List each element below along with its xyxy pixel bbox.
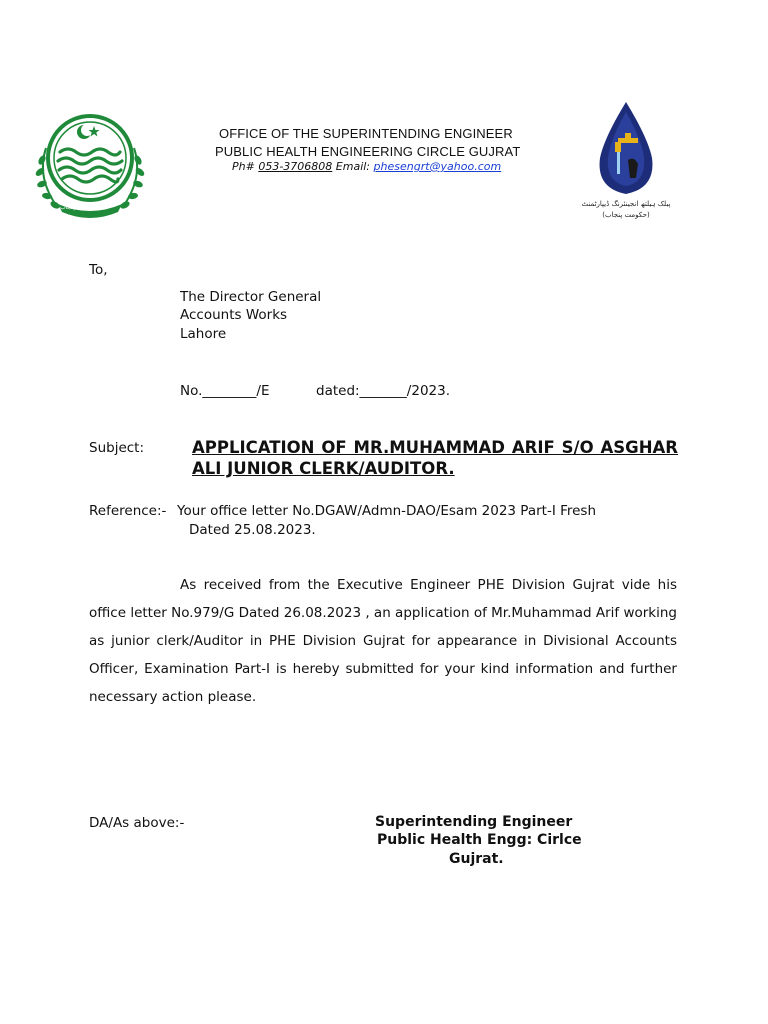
body-paragraph (89, 571, 677, 711)
reference-line2: Dated 25.08.2023. (189, 522, 316, 538)
phone-number: 053-3706808 (258, 160, 333, 173)
body-line2: office letter No.979/G Dated 26.08.2023 , an application of Mr.Muhammad Arif working (89, 605, 677, 621)
signature-line3: Gujrat. (449, 851, 504, 867)
body-line3: as junior clerk/Auditor in PHE Division Gujrat for appearance in Divisional Accounts (89, 633, 677, 649)
recipient-line2: Accounts Works (180, 307, 288, 323)
da-label: DA/As above:- (89, 815, 185, 831)
reference-label: Reference:- (89, 503, 167, 519)
recipient-line1: The Director General (180, 289, 322, 305)
office-title-line2: PUBLIC HEALTH ENGINEERING CIRCLE GUJRAT (215, 144, 521, 159)
body-line1: As received from the Executive Engineer PHE Division Gujrat vide his (180, 577, 677, 593)
phed-logo-caption-1: پبلک ہیلتھ انجینئرنگ ڈیپارٹمنٹ (581, 200, 671, 208)
phed-logo-caption-2: (حکومت پنجاب) (602, 211, 650, 219)
letter-number: No.________/E (180, 383, 270, 399)
subject-title (192, 437, 678, 479)
contact-line (232, 160, 501, 173)
email-link[interactable]: phesengrt@yahoo.com (373, 160, 502, 173)
office-title-line1: OFFICE OF THE SUPERINTENDING ENGINEER (219, 126, 513, 141)
body-line4: Officer, Examination Part-I is hereby submitted for your kind information and further (89, 661, 677, 677)
subject-title-line1: APPLICATION OF MR.MUHAMMAD ARIF S/O ASGHAR (192, 438, 678, 457)
punjab-logo-caption: حکومت پنجاب (60, 204, 96, 211)
recipient-line3: Lahore (180, 326, 227, 342)
subject-label: Subject: (89, 440, 145, 456)
phed-logo (568, 98, 684, 224)
phone-prefix: Ph# (232, 160, 259, 173)
letter-date: dated:_______/2023. (316, 383, 451, 399)
reference-line1: Your office letter No.DGAW/Admn-DAO/Esam 2023 Part-I Fresh (177, 503, 597, 519)
signature-line1: Superintending Engineer (375, 814, 573, 830)
subject-title-line2: ALI JUNIOR CLERK/AUDITOR. (192, 459, 455, 478)
email-prefix: Email: (332, 160, 374, 173)
signature-line2: Public Health Engg: Cirlce (377, 832, 582, 848)
to-label: To, (89, 262, 108, 278)
body-line5: necessary action please. (89, 689, 257, 705)
